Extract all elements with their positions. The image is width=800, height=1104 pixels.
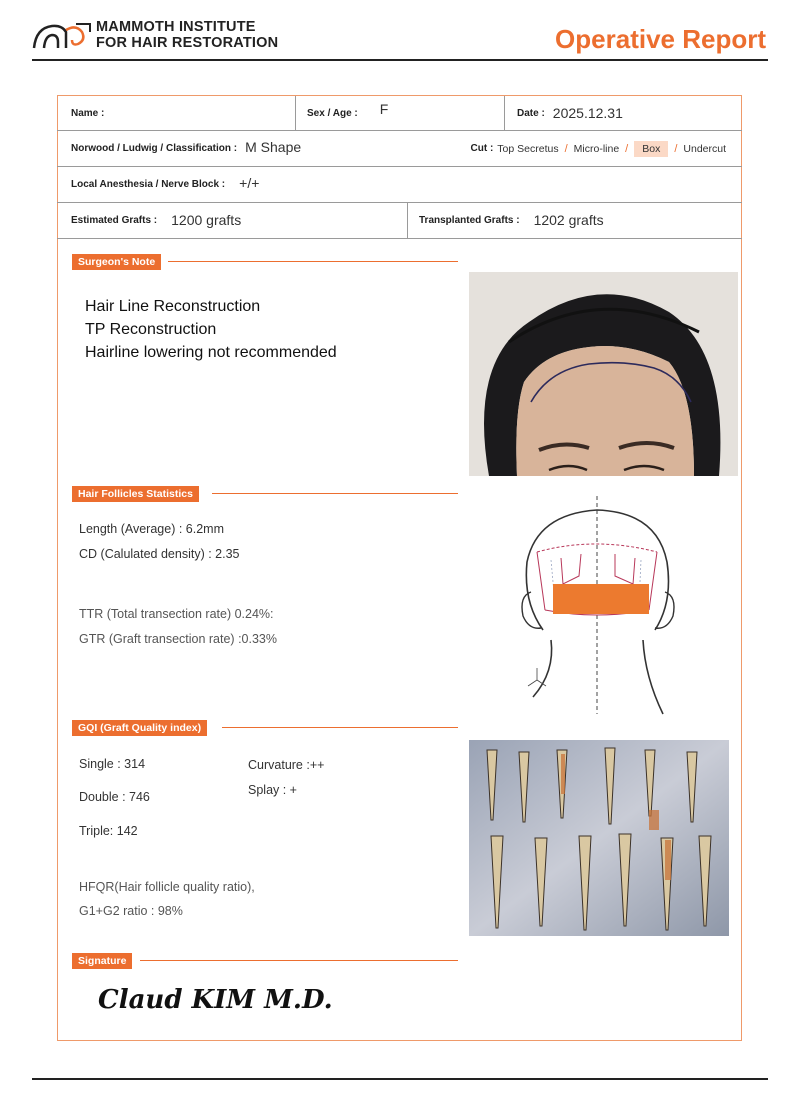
gqi-splay: Splay : + bbox=[248, 783, 297, 797]
header-divider bbox=[32, 59, 768, 61]
stat-cd: CD (Calulated density) : 2.35 bbox=[79, 547, 240, 561]
surgeon-note-tag: Surgeon's Note bbox=[72, 254, 161, 270]
stat-ttr: TTR (Total transection rate) 0.24%: bbox=[79, 607, 274, 621]
logo-line2: FOR HAIR RESTORATION bbox=[96, 35, 279, 51]
head-back-diagram-icon bbox=[515, 492, 685, 717]
logo-line1: MAMMOTH INSTITUTE bbox=[96, 19, 256, 35]
form-row-grafts bbox=[57, 203, 742, 239]
sex-age-cell bbox=[307, 96, 388, 130]
gqi-hfqr: HFQR(Hair follicle quality ratio), bbox=[79, 880, 255, 894]
classification-cell bbox=[71, 131, 301, 166]
note-line: Hair Line Reconstruction bbox=[85, 298, 261, 315]
name-label: Name : bbox=[71, 107, 105, 119]
cut-cell bbox=[471, 131, 726, 166]
gqi-rule bbox=[222, 727, 458, 728]
transplanted-label: Transplanted Grafts : bbox=[419, 215, 520, 226]
gqi-curvature: Curvature :++ bbox=[248, 758, 325, 772]
signature-tag: Signature bbox=[72, 953, 132, 969]
follicle-photo bbox=[469, 740, 729, 936]
classification-value: M Shape bbox=[245, 138, 302, 155]
name-cell bbox=[71, 96, 114, 130]
stats-tag: Hair Follicles Statistics bbox=[72, 486, 199, 502]
signature-rule bbox=[140, 960, 458, 961]
date-cell bbox=[517, 96, 623, 130]
surgeon-note-body bbox=[85, 295, 337, 364]
footer-divider bbox=[32, 1078, 768, 1080]
separator: / bbox=[564, 142, 568, 155]
surgeon-note-rule bbox=[168, 261, 458, 262]
page-title: Operative Report bbox=[555, 24, 766, 54]
cut-label: Cut : bbox=[470, 143, 494, 154]
anesthesia-value: +/+ bbox=[239, 174, 260, 191]
logo-text bbox=[96, 19, 278, 51]
gqi-triple: Triple: 142 bbox=[79, 824, 138, 838]
note-line: TP Reconstruction bbox=[85, 321, 217, 338]
gqi-ratio: G1+G2 ratio : 98% bbox=[79, 904, 183, 918]
row-divider bbox=[295, 96, 296, 130]
estimated-value: 1200 grafts bbox=[171, 211, 242, 228]
cut-option-undercut: Undercut bbox=[683, 142, 726, 155]
separator: / bbox=[625, 142, 629, 155]
gqi-double: Double : 746 bbox=[79, 790, 150, 804]
estimated-cell bbox=[71, 203, 241, 238]
sex-age-label: Sex / Age : bbox=[307, 107, 358, 119]
cut-option-top-secretus: Top Secretus bbox=[497, 142, 559, 155]
hairline-photo bbox=[469, 272, 738, 476]
mammoth-logo-icon bbox=[32, 20, 92, 50]
anesthesia-label: Local Anesthesia / Nerve Block : bbox=[71, 179, 226, 190]
head-diagram bbox=[515, 492, 685, 717]
logo bbox=[32, 20, 92, 50]
signature-name: Claud KIM M.D. bbox=[98, 985, 333, 1015]
cut-option-box-selected: Box bbox=[634, 141, 668, 157]
form-row-name bbox=[57, 96, 742, 131]
sex-age-value: F bbox=[379, 101, 389, 117]
note-line: Hairline lowering not recommended bbox=[85, 344, 337, 361]
estimated-label: Estimated Grafts : bbox=[71, 215, 158, 226]
stat-length: Length (Average) : 6.2mm bbox=[79, 522, 224, 536]
forehead-photo-icon bbox=[469, 272, 738, 476]
anesthesia-cell bbox=[71, 167, 259, 202]
stat-gtr: GTR (Graft transection rate) :0.33% bbox=[79, 632, 277, 646]
row-divider bbox=[407, 203, 408, 238]
row-divider bbox=[504, 96, 505, 130]
gqi-tag: GQI (Graft Quality index) bbox=[72, 720, 207, 736]
date-value: 2025.12.31 bbox=[552, 105, 623, 121]
transplanted-value: 1202 grafts bbox=[533, 211, 604, 228]
stats-rule bbox=[212, 493, 458, 494]
form-row-anesthesia bbox=[57, 167, 742, 203]
form-row-classification bbox=[57, 131, 742, 167]
date-label: Date : bbox=[517, 107, 545, 119]
separator: / bbox=[674, 142, 678, 155]
gqi-single: Single : 314 bbox=[79, 757, 146, 771]
follicle-grafts-photo-icon bbox=[469, 740, 729, 936]
cut-option-micro-line: Micro-line bbox=[573, 142, 620, 155]
classification-label: Norwood / Ludwig / Classification : bbox=[71, 143, 238, 154]
transplanted-cell bbox=[419, 203, 604, 238]
